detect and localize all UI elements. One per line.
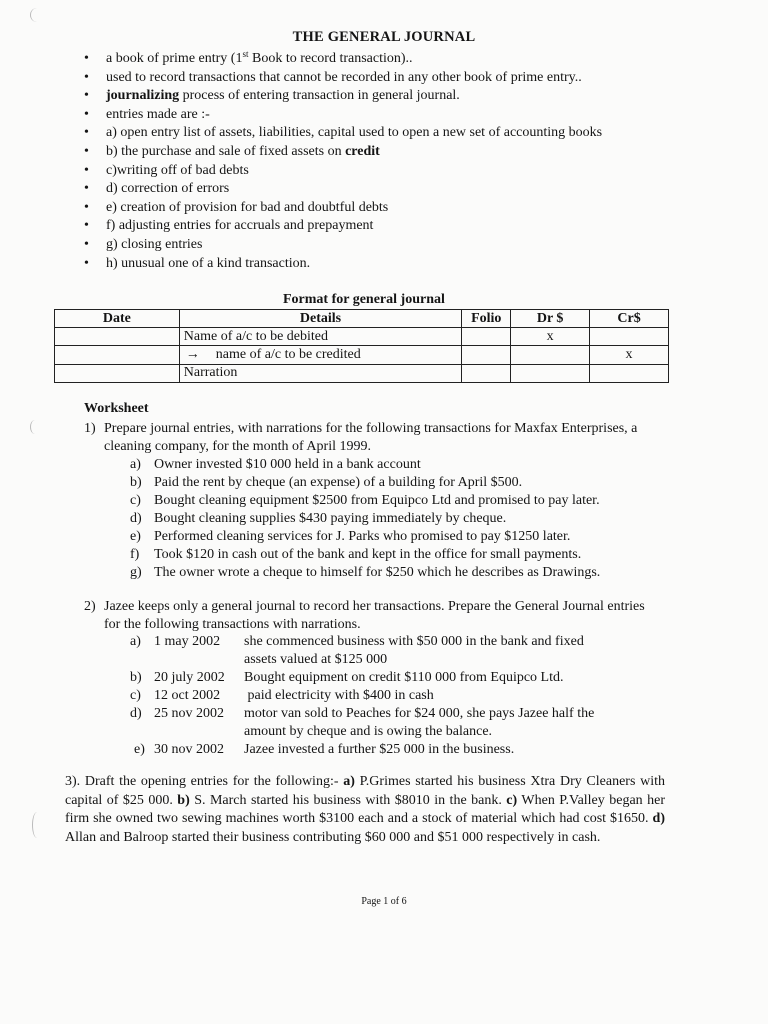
bullet-item: • e) creation of provision for bad and doubtful debts (82, 199, 602, 218)
bullet-item: • b) the purchase and sale of fixed assets on credit (82, 143, 602, 162)
col-header-folio: Folio (462, 310, 511, 328)
question-2-item: a) 1 may 2002 she commenced business with $50 000 in the bank and fixed (130, 634, 584, 649)
question-1-intro: Prepare journal entries, with narrations for the following transactions for Maxfax Enterprises, a cleaning company, for the month of April 1999. (104, 421, 638, 454)
question-1-number: 1) (84, 421, 96, 436)
question-1-item: f) Took $120 in cash out of the bank and kept in the office for small payments. (130, 547, 582, 562)
question-2-item-continued: amount by cheque and is owing the balance. (244, 724, 493, 739)
cell-folio (462, 364, 511, 382)
bullet-item: • d) correction of errors (82, 180, 602, 199)
question-1-item: e) Performed cleaning services for J. Parks who promised to pay $1250 later. (130, 529, 571, 544)
cell-folio (462, 328, 511, 346)
arrow-right-icon: → (185, 346, 200, 362)
scan-mark (32, 812, 42, 838)
cell-date (55, 346, 180, 364)
general-journal-format-table (54, 309, 669, 383)
page-title: THE GENERAL JOURNAL (292, 29, 476, 45)
col-header-cr: Cr$ (590, 310, 669, 328)
col-header-dr: Dr $ (511, 310, 590, 328)
format-table-title: Format for general journal (283, 292, 445, 307)
bullet-item: • c)writing off of bad debts (82, 162, 602, 181)
cell-dr: x (511, 328, 590, 346)
bullet-list (82, 50, 602, 273)
cell-details: Narration (179, 364, 461, 382)
bullet-item: • h) unusual one of a kind transaction. (82, 255, 602, 274)
bullet-item: • a book of prime entry (1st Book to record transaction).. (82, 50, 602, 69)
question-1-item: g) The owner wrote a cheque to himself for $250 which he describes as Drawings. (130, 565, 601, 580)
cell-dr (511, 346, 590, 364)
cell-cr: x (590, 346, 669, 364)
cell-date (55, 364, 180, 382)
question-1-item: d) Bought cleaning supplies $430 paying immediately by cheque. (130, 511, 507, 526)
question-1-item: c) Bought cleaning equipment $2500 from Equipco Ltd and promised to pay later. (130, 493, 600, 508)
question-2-item: e) 30 nov 2002 Jazee invested a further $25 000 in the business. (134, 742, 515, 757)
table-row (55, 328, 669, 346)
cell-folio (462, 346, 511, 364)
page-footer: Page 1 of 6 (361, 896, 407, 907)
question-1-item: a) Owner invested $10 000 held in a bank account (130, 457, 421, 472)
question-2-item: b) 20 july 2002 Bought equipment on credit $110 000 from Equipco Ltd. (130, 670, 564, 685)
cell-details: Name of a/c to be debited (179, 328, 461, 346)
question-2-item: d) 25 nov 2002 motor van sold to Peaches for $24 000, she pays Jazee half the (130, 706, 595, 721)
bullet-item: • used to record transactions that cannot be recorded in any other book of prime entry.. (82, 69, 602, 88)
bullet-item: • journalizing process of entering transaction in general journal. (82, 87, 602, 106)
scan-mark (30, 8, 44, 22)
cell-dr (511, 364, 590, 382)
worksheet-heading: Worksheet (84, 401, 149, 416)
question-3-paragraph: 3). Draft the opening entries for the following:- a) P.Grimes started his business Xtra Dry Cleaners with capital of $25 000. b) S. March started his business with $8010 in the bank. c) When P.Valley began her firm she owned two sewing machines worth $3100 each and a stock of material which had cost $1650. d) Allan and Balroop started their business contributing $60 000 and $51 000 respectively in cash. (65, 774, 665, 845)
question-1-item: b) Paid the rent by cheque (an expense) of a building for April $500. (130, 475, 523, 490)
table-row (55, 364, 669, 382)
bullet-item: • a) open entry list of assets, liabilities, capital used to open a new set of accounting books (82, 124, 602, 143)
col-header-date: Date (55, 310, 180, 328)
question-2-item: c) 12 oct 2002 paid electricity with $400 in cash (130, 688, 434, 703)
cell-cr (590, 328, 669, 346)
cell-details: → name of a/c to be credited (179, 346, 461, 364)
bullet-item: • g) closing entries (82, 236, 602, 255)
bullet-item: • f) adjusting entries for accruals and prepayment (82, 217, 602, 236)
scan-mark (30, 420, 40, 434)
table-row (55, 346, 669, 364)
col-header-details: Details (179, 310, 461, 328)
cell-cr (590, 364, 669, 382)
bullet-item: • entries made are :- (82, 106, 602, 125)
question-2-intro: Jazee keeps only a general journal to record her transactions. Prepare the General Journal entries for the following transactions with narrations. (104, 599, 645, 632)
table-header-row (55, 310, 669, 328)
question-2-item-continued: assets valued at $125 000 (244, 652, 388, 667)
question-2-number: 2) (84, 599, 96, 614)
cell-date (55, 328, 180, 346)
